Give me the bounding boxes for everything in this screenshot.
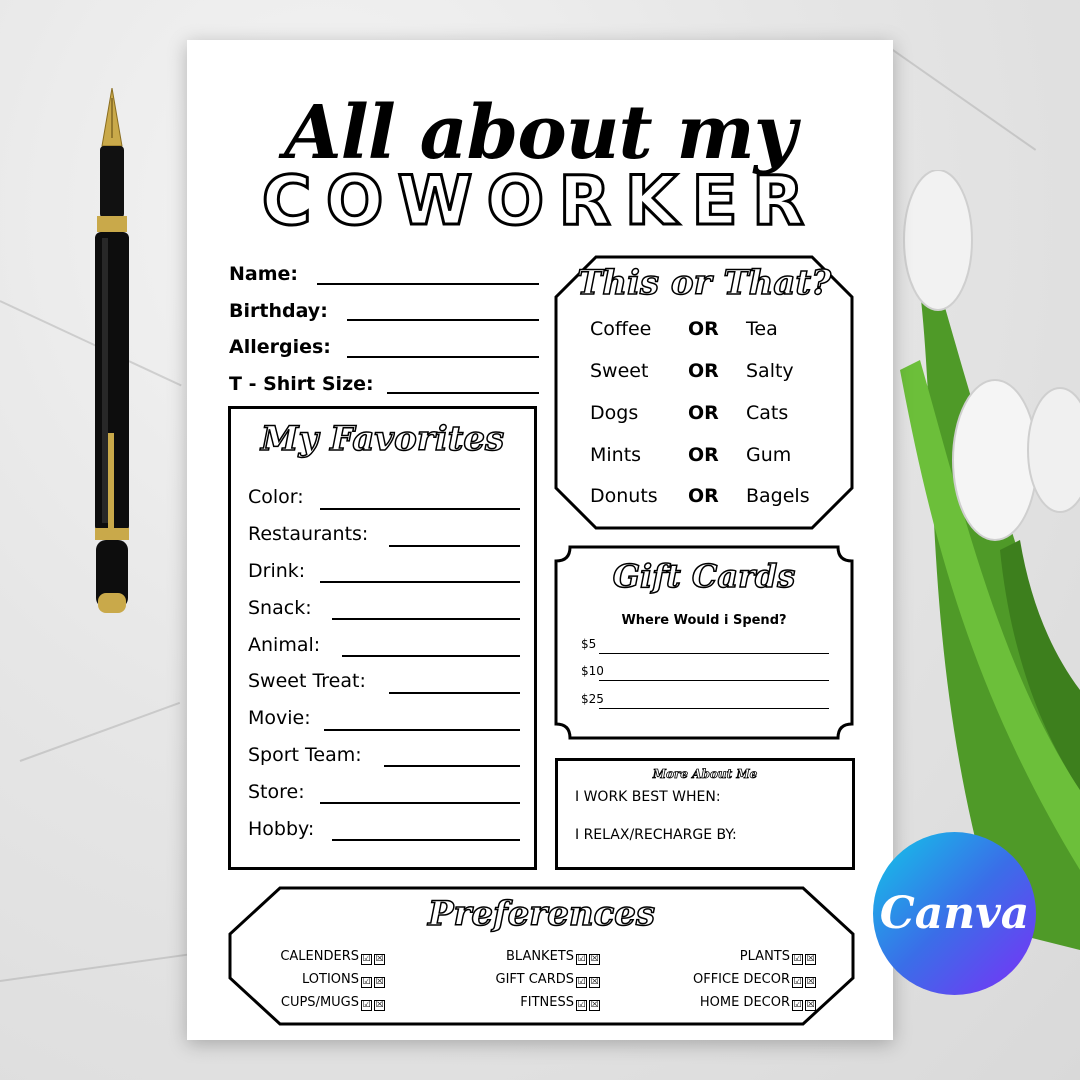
- worksheet-page: [187, 40, 893, 1040]
- preference-label: LOTIONS: [302, 972, 359, 987]
- check-yes-icon[interactable]: ☑: [793, 954, 802, 964]
- choice-option-b[interactable]: Gum: [746, 444, 792, 466]
- or-label: OR: [688, 444, 719, 466]
- check-no-icon[interactable]: ☒: [806, 954, 815, 964]
- check-yes-icon[interactable]: ☑: [362, 977, 371, 987]
- check-yes-icon[interactable]: ☑: [577, 954, 586, 964]
- preference-item: [185, 972, 385, 995]
- favorite-label: Hobby:: [248, 817, 315, 840]
- more-about-me-prompt: I WORK BEST WHEN:: [575, 789, 721, 805]
- check-no-icon[interactable]: ☒: [590, 1000, 599, 1010]
- list-item: [248, 663, 520, 700]
- check-no-icon[interactable]: ☒: [590, 954, 599, 964]
- check-yes-icon[interactable]: ☑: [577, 1000, 586, 1010]
- choice-option-b[interactable]: Cats: [746, 402, 789, 424]
- preferences-box: [228, 886, 855, 1026]
- preference-item: [400, 949, 600, 972]
- preference-item: [400, 972, 600, 995]
- or-label: OR: [688, 318, 719, 340]
- title-outline: COWORKER: [261, 162, 819, 241]
- write-in-line[interactable]: [389, 692, 520, 694]
- check-no-icon[interactable]: ☒: [375, 954, 384, 964]
- preference-label: BLANKETS: [505, 949, 574, 964]
- favorite-label: Store:: [248, 780, 305, 803]
- marble-vein: [0, 954, 188, 982]
- tulip-flowers-image: [880, 170, 1080, 950]
- favorites-box: [228, 406, 537, 870]
- list-item: [248, 479, 520, 516]
- favorite-label: Color:: [248, 486, 304, 509]
- choice-row: [554, 485, 854, 521]
- favorite-label: Animal:: [248, 633, 321, 656]
- favorite-label: Drink:: [248, 559, 306, 582]
- gift-amount: $10: [581, 664, 604, 678]
- gift-amount-row: [581, 637, 829, 657]
- gift-cards-subtitle: Where Would i Spend?: [621, 613, 787, 628]
- choice-row: [554, 402, 854, 438]
- write-in-line[interactable]: [389, 545, 520, 547]
- favorites-list: [248, 479, 520, 847]
- preference-item: [616, 995, 816, 1018]
- or-label: OR: [688, 402, 719, 424]
- favorite-label: Snack:: [248, 596, 312, 619]
- this-or-that-box: [554, 255, 854, 530]
- write-in-line[interactable]: [317, 283, 539, 285]
- check-no-icon[interactable]: ☒: [806, 1000, 815, 1010]
- favorites-heading: My Favorites: [260, 419, 505, 459]
- info-label: Name:: [229, 263, 299, 286]
- check-yes-icon[interactable]: ☑: [362, 954, 371, 964]
- preference-label: CALENDERS: [280, 949, 359, 964]
- gift-cards-heading: Gift Cards: [612, 557, 796, 595]
- favorite-label: Restaurants:: [248, 523, 369, 546]
- choice-option-a[interactable]: Mints: [590, 444, 642, 466]
- fountain-pen-image: [88, 88, 136, 628]
- or-label: OR: [688, 360, 719, 382]
- check-yes-icon[interactable]: ☑: [793, 977, 802, 987]
- this-or-that-heading: This or That?: [576, 263, 832, 303]
- preference-item: [185, 995, 385, 1018]
- list-item: [248, 773, 520, 810]
- choice-option-b[interactable]: Salty: [746, 360, 794, 382]
- write-in-line[interactable]: [347, 356, 539, 358]
- list-item: [248, 553, 520, 590]
- favorite-label: Sport Team:: [248, 743, 362, 766]
- check-yes-icon[interactable]: ☑: [577, 977, 586, 987]
- write-in-line[interactable]: [387, 392, 539, 394]
- choice-option-a[interactable]: Donuts: [590, 485, 658, 507]
- title-script: All about my: [284, 90, 796, 176]
- choice-row: [554, 318, 854, 354]
- choice-row: [554, 360, 854, 396]
- info-row-birthday: [229, 293, 541, 330]
- marble-vein: [879, 40, 1036, 151]
- favorite-label: Sweet Treat:: [248, 670, 366, 693]
- check-no-icon[interactable]: ☒: [590, 977, 599, 987]
- info-label: Birthday:: [229, 299, 328, 322]
- preference-item: [616, 972, 816, 995]
- gift-amount-row: [581, 664, 829, 684]
- more-about-me-box: [555, 758, 855, 870]
- write-in-line[interactable]: [320, 802, 520, 804]
- choice-option-a[interactable]: Sweet: [590, 360, 649, 382]
- preference-item: [185, 949, 385, 972]
- gift-amount-row: [581, 692, 829, 712]
- choice-option-a[interactable]: Dogs: [590, 402, 639, 424]
- favorite-label: Movie:: [248, 707, 311, 730]
- write-in-line[interactable]: [599, 708, 829, 709]
- gift-cards-box: [554, 545, 854, 740]
- check-yes-icon[interactable]: ☑: [362, 1000, 371, 1010]
- list-item: [248, 700, 520, 737]
- write-in-line[interactable]: [347, 319, 539, 321]
- preference-label: HOME DECOR: [699, 995, 790, 1010]
- info-row-allergies: [229, 329, 541, 366]
- choice-option-b[interactable]: Bagels: [746, 485, 810, 507]
- preference-item: [616, 949, 816, 972]
- gift-amount: $25: [581, 692, 604, 706]
- preference-label: FITNESS: [520, 995, 574, 1010]
- write-in-line[interactable]: [332, 839, 520, 841]
- check-no-icon[interactable]: ☒: [375, 977, 384, 987]
- write-in-line[interactable]: [599, 653, 829, 654]
- marble-vein: [20, 702, 180, 762]
- preference-item: [400, 995, 600, 1018]
- canva-badge-logo: Canva: [873, 832, 1036, 995]
- list-item: [248, 626, 520, 663]
- more-about-me-heading: More About Me: [652, 767, 758, 781]
- info-row-name: [229, 256, 541, 293]
- write-in-line[interactable]: [342, 655, 520, 657]
- list-item: [248, 737, 520, 774]
- check-no-icon[interactable]: ☒: [806, 977, 815, 987]
- gift-amount: $5: [581, 637, 597, 651]
- list-item: [248, 810, 520, 847]
- info-row-tshirt: [229, 366, 541, 403]
- write-in-line[interactable]: [599, 680, 829, 681]
- preferences-column: [400, 949, 600, 1018]
- preferences-column: [616, 949, 816, 1018]
- info-label: T - Shirt Size:: [229, 372, 374, 395]
- preference-label: CUPS/MUGS: [280, 995, 359, 1010]
- write-in-line[interactable]: [332, 618, 520, 620]
- or-label: OR: [688, 485, 719, 507]
- basic-info-section: [229, 256, 541, 402]
- choice-option-a[interactable]: Coffee: [590, 318, 652, 340]
- info-label: Allergies:: [229, 336, 331, 359]
- check-yes-icon[interactable]: ☑: [793, 1000, 802, 1010]
- choice-option-b[interactable]: Tea: [746, 318, 778, 340]
- write-in-line[interactable]: [324, 729, 520, 731]
- choice-row: [554, 444, 854, 480]
- write-in-line[interactable]: [320, 581, 520, 583]
- check-no-icon[interactable]: ☒: [375, 1000, 384, 1010]
- write-in-line[interactable]: [384, 765, 520, 767]
- preference-label: OFFICE DECOR: [692, 972, 790, 987]
- preference-label: GIFT CARDS: [495, 972, 574, 987]
- preferences-heading: Preferences: [427, 894, 656, 934]
- preferences-column: [185, 949, 385, 1018]
- preference-label: PLANTS: [739, 949, 790, 964]
- list-item: [248, 589, 520, 626]
- list-item: [248, 516, 520, 553]
- more-about-me-prompt: I RELAX/RECHARGE BY:: [575, 827, 737, 843]
- write-in-line[interactable]: [320, 508, 520, 510]
